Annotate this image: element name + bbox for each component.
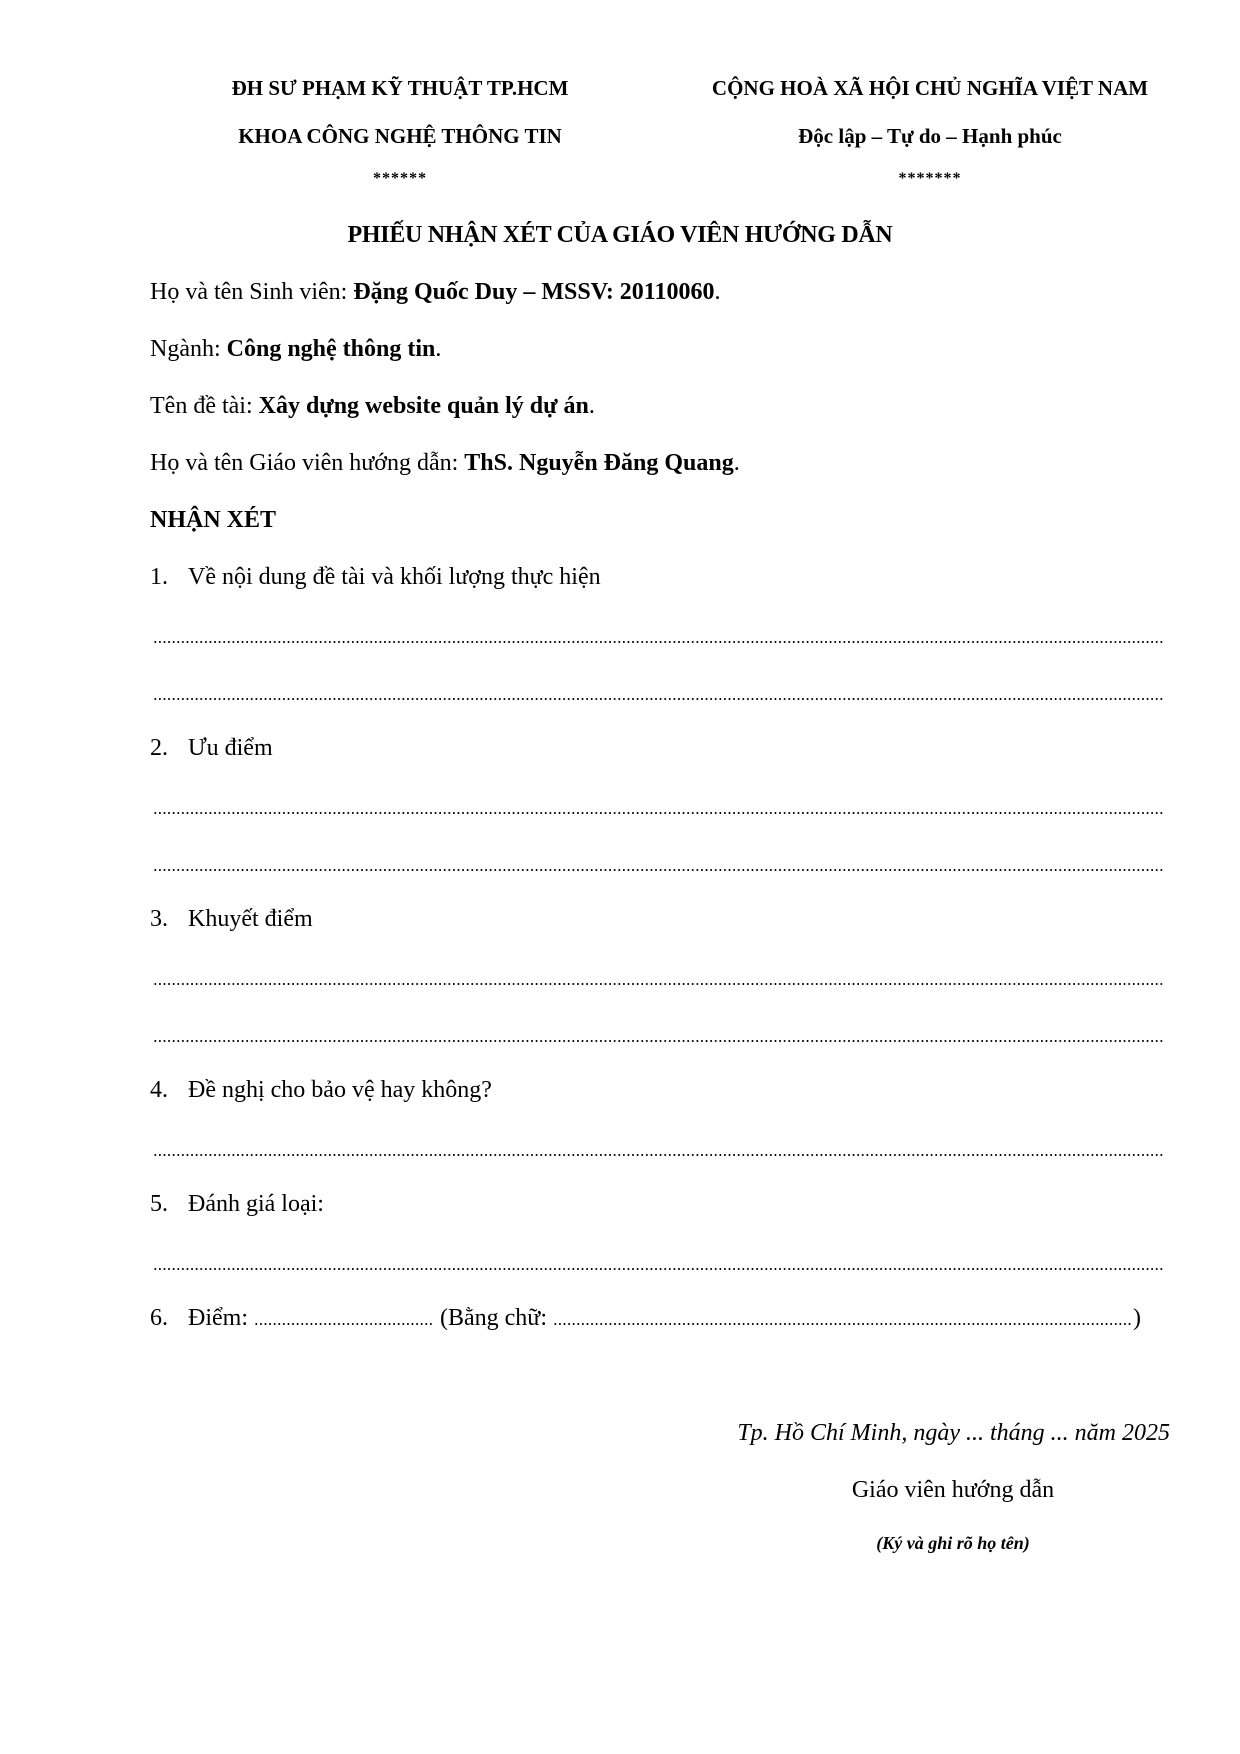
item-number: 4.: [150, 1077, 168, 1103]
signature-note: (Ký và ghi rõ họ tên): [876, 1533, 1030, 1553]
score-words-label: (Bằng chữ:: [440, 1305, 547, 1331]
review-item-strengths: [150, 735, 273, 762]
item-number: 1.: [150, 564, 168, 590]
score-words-close: ): [1132, 1305, 1141, 1331]
answer-line-weaknesses-1[interactable]: [153, 983, 1165, 985]
signature-role: Giáo viên hướng dẫn: [851, 1477, 1055, 1503]
item-number: 2.: [150, 735, 168, 761]
item-label: Về nội dung đề tài và khối lượng thực hiện: [188, 564, 601, 590]
score-number-field[interactable]: [254, 1323, 434, 1325]
left-stars-divider: ******: [373, 170, 427, 187]
review-item-grade: [150, 1191, 324, 1218]
student-value: Đặng Quốc Duy – MSSV: 20110060: [353, 279, 715, 305]
answer-line-defense[interactable]: [153, 1154, 1165, 1156]
university-name: ĐH SƯ PHẠM KỸ THUẬT TP.HCM: [231, 76, 569, 100]
answer-line-content-1[interactable]: [153, 641, 1165, 643]
score-line: [150, 1305, 1141, 1332]
major-end: .: [435, 336, 442, 362]
student-end: .: [714, 279, 721, 305]
answer-line-strengths-2[interactable]: [153, 869, 1165, 871]
advisor-end: .: [733, 450, 740, 476]
item-number: 5.: [150, 1191, 168, 1217]
advisor-value: ThS. Nguyễn Đăng Quang: [464, 450, 734, 476]
topic-value: Xây dựng website quản lý dự án: [258, 393, 589, 419]
country-name: CỘNG HOÀ XÃ HỘI CHỦ NGHĨA VIỆT NAM: [711, 76, 1149, 100]
item-label: Đề nghị cho bảo vệ hay không?: [188, 1077, 492, 1103]
national-motto: Độc lập – Tự do – Hạnh phúc: [798, 124, 1062, 148]
item-label: Khuyết điểm: [188, 906, 313, 932]
item-number: 3.: [150, 906, 168, 932]
major-value: Công nghệ thông tin: [226, 336, 436, 362]
topic-end: .: [588, 393, 595, 419]
item-label: Đánh giá loại:: [188, 1191, 324, 1217]
student-info-line: [150, 279, 720, 306]
major-label: Ngành:: [150, 336, 227, 362]
answer-line-strengths-1[interactable]: [153, 812, 1165, 814]
topic-label: Tên đề tài:: [150, 393, 259, 419]
answer-line-content-2[interactable]: [153, 698, 1165, 700]
faculty-name: KHOA CÔNG NGHỆ THÔNG TIN: [238, 124, 562, 148]
major-info-line: [150, 336, 441, 363]
form-title: PHIẾU NHẬN XÉT CỦA GIÁO VIÊN HƯỚNG DẪN: [347, 222, 893, 248]
signature-date-line: Tp. Hồ Chí Minh, ngày ... tháng ... năm 2025: [737, 1420, 1170, 1446]
item-label: Ưu điểm: [188, 735, 273, 761]
review-section-title: NHẬN XÉT: [150, 507, 277, 533]
right-stars-divider: *******: [898, 170, 962, 187]
review-item-weaknesses: [150, 906, 313, 933]
answer-line-weaknesses-2[interactable]: [153, 1040, 1165, 1042]
score-label: Điểm:: [188, 1305, 248, 1331]
answer-line-grade[interactable]: [153, 1268, 1165, 1270]
review-item-defense-recommendation: [150, 1077, 492, 1104]
topic-info-line: [150, 393, 595, 420]
advisor-info-line: [150, 450, 740, 477]
score-words-field[interactable]: [553, 1323, 1133, 1325]
item-number: 6.: [150, 1305, 168, 1331]
advisor-label: Họ và tên Giáo viên hướng dẫn:: [150, 450, 465, 476]
student-label: Họ và tên Sinh viên:: [150, 279, 354, 305]
review-item-content: [150, 564, 601, 591]
